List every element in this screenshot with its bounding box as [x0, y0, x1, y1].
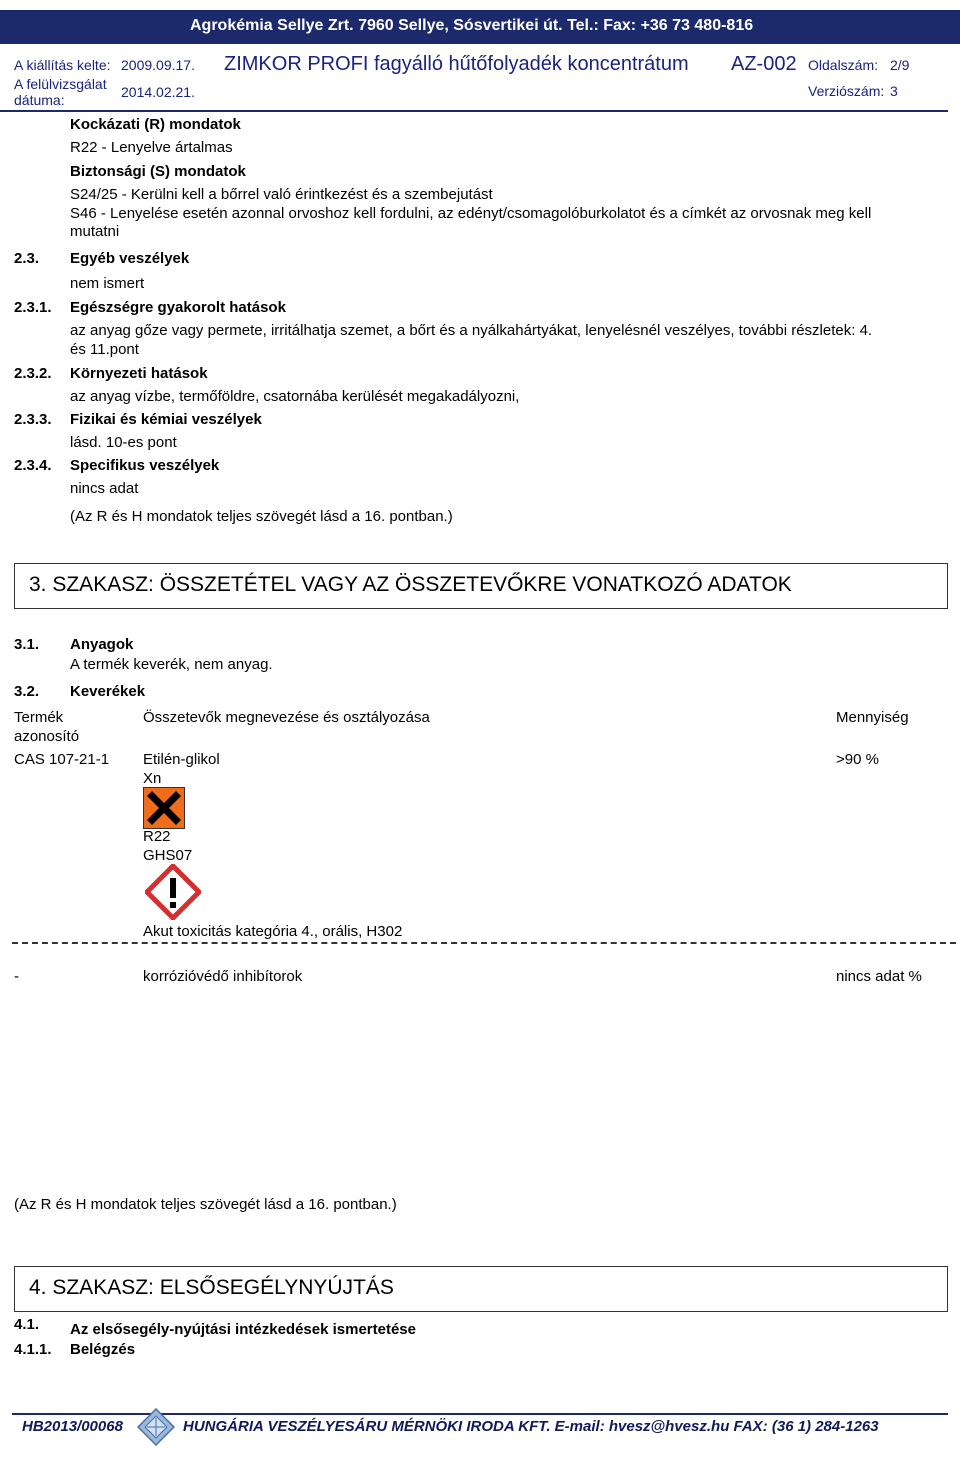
col-header-components: Összetevők megnevezése és osztályozása [143, 709, 430, 726]
r22-text: R22 - Lenyelve ártalmas [70, 139, 233, 156]
revision-date: 2014.02.21. [121, 84, 195, 100]
row-2-name: korrózióvédő inhibítorok [143, 968, 303, 985]
env-effects-heading: Környezeti hatások [70, 365, 208, 382]
mixtures-heading: Keverékek [70, 683, 146, 700]
s46-text: S46 - Lenyelése esetén azonnal orvoshoz kell fordulni, az edényt/csomagolóburkolatot és a címkét az orvosnak meg kell [70, 205, 872, 222]
footer-company: HUNGÁRIA VESZÉLYESÁRU MÉRNÖKI IRODA KFT. E-mail: hvesz@hvesz.hu FAX: (36 1) 284-1263 [183, 1418, 879, 1435]
phys-chem-heading: Fizikai és kémiai veszélyek [70, 411, 262, 428]
row-1-name: Etilén-glikol [143, 751, 220, 768]
section-4-title: 4. SZAKASZ: ELSŐSEGÉLYNYÚJTÁS [29, 1276, 394, 1299]
section-number: 2.3.2. [14, 365, 52, 382]
ghs07-exclamation-icon [145, 864, 201, 920]
inhalation-heading: Belégzés [70, 1341, 136, 1358]
row-divider [12, 942, 956, 944]
r-phrases-heading: Kockázati (R) mondatok [70, 116, 241, 133]
section-number: 3.2. [14, 683, 40, 700]
col-header-product-2: azonosító [14, 728, 80, 745]
r-h-note: (Az R és H mondatok teljes szövegét lásd a 16. pontban.) [14, 1196, 397, 1213]
section-number: 4.1. [14, 1316, 40, 1333]
substances-heading: Anyagok [70, 636, 134, 653]
company-logo-icon [137, 1408, 175, 1446]
section-number: 2.3.1. [14, 299, 52, 316]
revision-label-2: dátuma: [14, 92, 65, 108]
revision-label: A felülvizsgálat [14, 76, 107, 92]
footer-code: HB2013/00068 [22, 1418, 123, 1435]
health-effects-heading: Egészségre gyakorolt hatások [70, 299, 286, 316]
health-effects-text-cont: és 11.pont [70, 341, 139, 358]
substances-text: A termék keverék, nem anyag. [70, 656, 273, 673]
company-info: Agrokémia Sellye Zrt. 7960 Sellye, Sósvertikei út. Tel.: Fax: +36 73 480-816 [190, 17, 754, 34]
other-hazards-heading: Egyéb veszélyek [70, 250, 190, 267]
row-2-qty: nincs adat % [836, 968, 922, 985]
specific-hazards-heading: Specifikus veszélyek [70, 457, 220, 474]
health-effects-text: az anyag gőze vagy permete, irritálhatja szemet, a bőrt és a nyálkahártyákat, lenyelésnél veszélyes, további részletek: 4. [70, 322, 873, 339]
row-2-id: - [14, 968, 19, 985]
version-label: Verziószám: [808, 83, 885, 99]
s2425-text: S24/25 - Kerülni kell a bőrrel való érintkezést és a szembejutást [70, 186, 493, 203]
section-4-box [14, 1266, 948, 1312]
first-aid-heading: Az elsősegély-nyújtási intézkedések ismertetése [70, 1321, 416, 1338]
issued-label: A kiállítás kelte: [14, 57, 111, 73]
section-3-box [14, 563, 948, 609]
s-phrases-heading: Biztonsági (S) mondatok [70, 163, 246, 180]
r-h-note: (Az R és H mondatok teljes szövegét lásd a 16. pontban.) [70, 508, 453, 525]
col-header-product: Termék [14, 709, 64, 726]
section-3-title: 3. SZAKASZ: ÖSSZETÉTEL VAGY AZ ÖSSZETEVŐKRE VONATKOZÓ ADATOK [29, 573, 792, 596]
section-number: 2.3. [14, 250, 40, 267]
row-1-hazard: Akut toxicitás kategória 4., orális, H302 [143, 923, 403, 940]
section-number: 4.1.1. [14, 1341, 52, 1358]
row-1-id: CAS 107-21-1 [14, 751, 110, 768]
version-value: 3 [890, 83, 898, 99]
section-number: 3.1. [14, 636, 40, 653]
specific-hazards-text: nincs adat [70, 480, 139, 497]
row-1-class-ghs: GHS07 [143, 847, 193, 864]
phys-chem-text: lásd. 10-es pont [70, 434, 177, 451]
s46-text-cont: mutatni [70, 223, 120, 240]
section-number: 2.3.4. [14, 457, 52, 474]
col-header-quantity: Mennyiség [836, 709, 909, 726]
issued-date: 2009.09.17. [121, 57, 195, 73]
other-hazards-text: nem ismert [70, 275, 145, 292]
header-divider [0, 110, 948, 112]
row-1-class-r22: R22 [143, 828, 171, 845]
xn-harmful-icon [143, 787, 185, 829]
section-number: 2.3.3. [14, 411, 52, 428]
product-code: AZ-002 [731, 53, 797, 75]
page-value: 2/9 [890, 57, 910, 73]
env-effects-text: az anyag vízbe, termőföldre, csatornába kerülését megakadályozni, [70, 388, 520, 405]
row-1-qty: >90 % [836, 751, 879, 768]
row-1-class-xn: Xn [143, 770, 162, 787]
page-label: Oldalszám: [808, 57, 879, 73]
product-title: ZIMKOR PROFI fagyálló hűtőfolyadék koncentrátum [224, 53, 689, 75]
company-banner [0, 10, 960, 44]
